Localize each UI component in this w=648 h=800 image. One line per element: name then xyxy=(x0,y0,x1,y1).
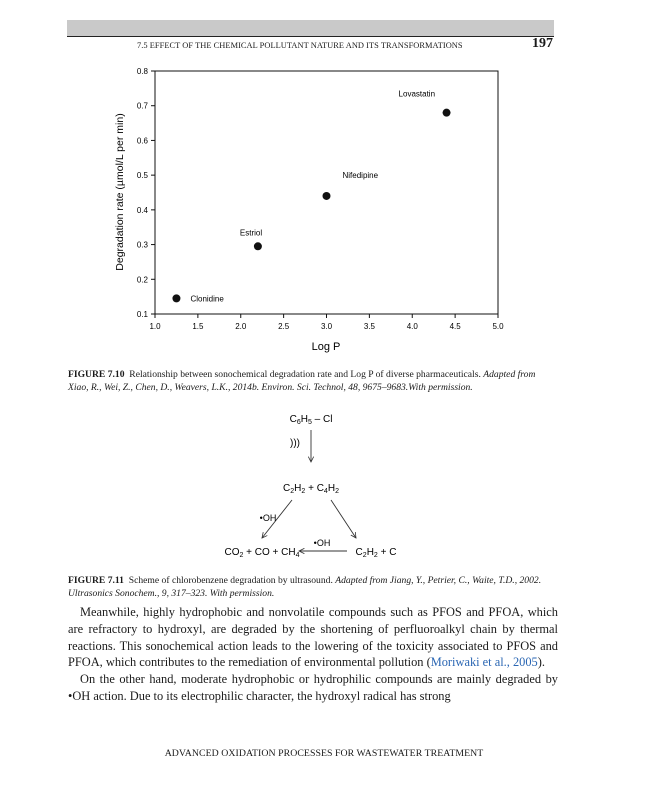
figure-7-10-label: FIGURE 7.10 xyxy=(68,369,125,380)
hydroxyl-radical: •OH xyxy=(68,688,91,703)
data-point-nifedipine xyxy=(323,192,331,200)
oh-radical-bottom: •OH xyxy=(313,538,331,548)
intermediate-products: $C_2H_2 + C_4H_2$ xyxy=(283,483,339,495)
paragraph-2 xyxy=(68,671,558,705)
figure-7-10-chart xyxy=(0,0,648,365)
data-point-estriol xyxy=(254,242,262,250)
pl-sub-2: 2 xyxy=(239,552,244,559)
pr-c: + C xyxy=(377,547,397,558)
y-tick-label: 0.2 xyxy=(136,275,148,285)
int-sub-4: 4 xyxy=(323,488,328,495)
x-tick-label: 4.5 xyxy=(449,322,461,331)
paragraph-1-end: ). xyxy=(537,655,545,670)
reactant-h: H xyxy=(300,414,308,425)
oh-radical-left: •OH xyxy=(259,513,277,523)
reactant-sub-5: 5 xyxy=(307,419,312,426)
product-right: $C_2H_2 + C$ xyxy=(355,547,397,559)
pl-sub-4: 4 xyxy=(295,552,300,559)
y-tick-label: 0.6 xyxy=(136,136,148,146)
figure-7-11-caption-text: Scheme of chlorobenzene degradation by ultrasound. xyxy=(128,575,333,586)
x-tick-label: 5.0 xyxy=(492,322,504,331)
figure-7-10-caption xyxy=(68,368,558,394)
figure-7-11-label: FIGURE 7.11 xyxy=(68,575,124,586)
paragraph-1-text: Meanwhile, highly hydrophobic and nonvolatile compounds such as PFOS and PFOA, which are refractory to hydroxyl, are degraded by the shortening of perfluoroalkyl chain by thermal reactions. This sonochemical action leads to the lowering of the toxicity associated to PFOS and PFOA, which contributes to the remediation of environmental pollution ( xyxy=(68,605,558,670)
x-tick-label: 1.5 xyxy=(192,322,204,331)
figure-7-11-scheme xyxy=(0,400,648,580)
int-sub-2c: 2 xyxy=(335,488,339,495)
point-label-lovastatin: Lovastatin xyxy=(398,89,436,99)
running-head: 7.5 EFFECT OF THE CHEMICAL POLLUTANT NATURE AND ITS TRANSFORMATIONS xyxy=(137,41,463,50)
y-tick-label: 0.5 xyxy=(136,171,148,181)
data-point-lovastatin xyxy=(443,109,451,117)
page-number: 197 xyxy=(532,36,553,51)
reactant-sub-6: 6 xyxy=(296,419,301,426)
body-text xyxy=(68,604,558,705)
y-tick-label: 0.1 xyxy=(136,310,148,319)
pr-sub-2b: 2 xyxy=(373,552,378,559)
point-label-clonidine: Clonidine xyxy=(190,294,224,304)
point-label-estriol: Estriol xyxy=(239,228,263,238)
int-h-b: H xyxy=(327,483,336,494)
int-sub-2b: 2 xyxy=(301,488,306,495)
x-axis-label: Log P xyxy=(311,341,341,353)
figure-7-10-attribution: Adapted from Xiao, R., Wei, Z., Chen, D., Weavers, L.K., 2014b. Environ. Sci. Technol, 48, 9675–9683.With permission. xyxy=(68,369,536,393)
page-footer: ADVANCED OXIDATION PROCESSES FOR WASTEWATER TREATMENT xyxy=(164,748,484,759)
x-tick-label: 4.0 xyxy=(406,322,418,331)
x-tick-label: 2.5 xyxy=(278,322,290,331)
data-point-clonidine xyxy=(172,294,180,302)
paragraph-1 xyxy=(68,604,558,671)
figure-7-10-caption-text: Relationship between sonochemical degradation rate and Log P of diverse pharmaceuticals. xyxy=(129,369,481,380)
ultrasound-symbol: ))) xyxy=(290,438,300,449)
y-tick-label: 0.8 xyxy=(136,67,148,76)
pl-mid: + CO + CH xyxy=(243,547,296,558)
product-left: $CO_2$ + CO + $CH_4$ xyxy=(224,547,300,559)
y-tick-label: 0.7 xyxy=(136,101,148,111)
x-tick-label: 1.0 xyxy=(149,322,161,331)
citation-link[interactable]: Moriwaki et al., 2005 xyxy=(430,655,538,670)
x-tick-label: 2.0 xyxy=(235,322,247,331)
arrow-to-right-product xyxy=(331,500,356,538)
y-tick-label: 0.3 xyxy=(136,240,148,250)
point-label-nifedipine: Nifedipine xyxy=(342,170,379,180)
y-axis-label: Degradation rate (µmol/L per min) xyxy=(114,113,126,271)
int-sub-2a: 2 xyxy=(290,488,295,495)
figure-7-11-caption xyxy=(68,574,558,600)
pr-h: H xyxy=(366,547,374,558)
paragraph-2-text-a: On the other hand, moderate hydrophobic or hydrophilic compounds are mainly degraded by xyxy=(80,672,558,687)
x-tick-label: 3.5 xyxy=(363,322,375,331)
int-plus: + C xyxy=(305,483,324,494)
y-tick-label: 0.4 xyxy=(136,205,148,215)
figure-7-11-attribution: Adapted from Jiang, Y., Petrier, C., Waite, T.D., 2002. Ultrasonics Sonochem., 9, 317–323. With permission. xyxy=(68,575,542,599)
int-h-a: H xyxy=(294,483,302,494)
pr-sub-2a: 2 xyxy=(362,552,367,559)
reactant-cl: – Cl xyxy=(311,414,333,425)
x-tick-label: 3.0 xyxy=(320,322,333,331)
paragraph-2-text-b: action. Due to its electrophilic character, the hydroxyl radical has strong xyxy=(90,688,451,703)
reactant-chlorobenzene: $C_6H_5$ – Cl xyxy=(289,414,333,426)
